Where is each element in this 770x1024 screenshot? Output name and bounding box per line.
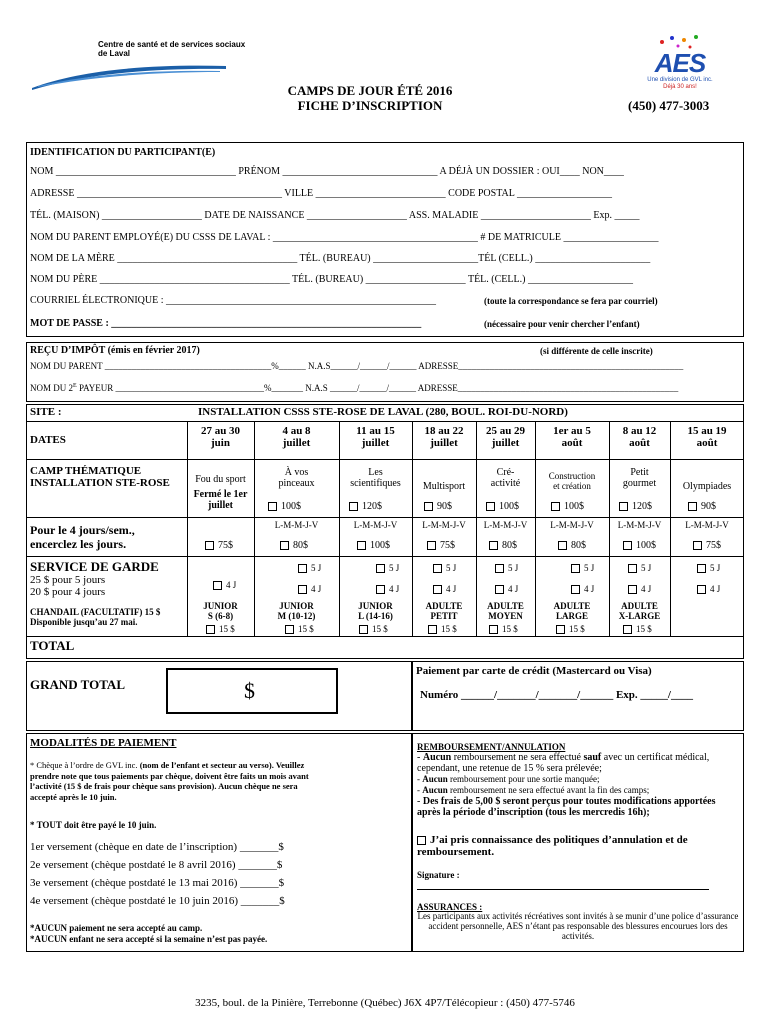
theme-price-checkbox[interactable]: 90$	[424, 501, 452, 512]
theme-price-checkbox[interactable]: 100$	[551, 501, 584, 512]
week-price-checkbox[interactable]: 100$	[357, 540, 390, 551]
days-selector[interactable]: L-M-M-J-V	[550, 520, 594, 530]
mere-line[interactable]: NOM DE LA MÈRE ____________________________________ TÉL. (BUREAU) _____________________TÉL (CELL.) _______________________	[30, 253, 651, 264]
garde-4j-checkbox[interactable]: 4 J	[628, 584, 651, 594]
signature-label: Signature :	[417, 870, 460, 880]
aes-logo-caption2: Déjà 30 ans!	[663, 84, 697, 90]
tout-paye-note: * TOUT doit être payé le 10 juin.	[30, 820, 157, 830]
days-selector[interactable]: L-M-M-J-V	[483, 520, 528, 530]
aes-logo	[640, 32, 720, 94]
garde-5j-checkbox[interactable]: 5 J	[571, 563, 594, 573]
week-price-checkbox[interactable]: 75$	[693, 540, 721, 551]
week-price-checkbox[interactable]: 80$	[489, 540, 517, 551]
garde-line2: 20 $ pour 4 jours	[30, 586, 106, 598]
org-name-line1: Centre de santé et de services sociaux	[98, 40, 246, 49]
theme-cell: Petit gourmet	[622, 467, 657, 489]
size-checkbox[interactable]: 15 $	[556, 624, 585, 634]
size-option[interactable]: JUNIOR S (6-8)	[203, 601, 238, 621]
week-price-checkbox[interactable]: 75$	[427, 540, 455, 551]
nom-line[interactable]: NOM ____________________________________ PRÉNOM _______________________________ A DÉJÀ UN DOSSIER : OUI____ NON____	[30, 166, 624, 177]
credit-card-number[interactable]: Numéro ______/_______/_______/______ Exp. _____/____	[420, 689, 693, 701]
remboursement-item: - Aucun remboursement ne sera effectué sauf avec un certificat médical, cependant, une retenue de 15 % sera prélevée;	[417, 752, 710, 774]
aes-logo-caption1: Une division de GVL inc.	[647, 77, 713, 83]
chandail-line1: CHANDAIL (FACULTATIF) 15 $	[30, 607, 161, 617]
impot-payeur2-b: PAYEUR _________________________________%_______ N.A.S ______/______/______ ADRESSE_________________________________________________	[76, 383, 679, 393]
week-price-checkbox[interactable]: 80$	[558, 540, 586, 551]
impot-payeur2-sup: E	[73, 383, 77, 389]
garde-5j-checkbox[interactable]: 5 J	[298, 563, 321, 573]
week-header: 15 au 19 août	[687, 425, 727, 449]
impot-parent-line[interactable]: NOM DU PARENT _____________________________________%______ N.A.S______/______/______ ADRESSE__________________________________________________	[30, 361, 684, 371]
garde-line1: 25 $ pour 5 jours	[30, 574, 106, 586]
garde-4j-checkbox[interactable]: 4 J	[571, 584, 594, 594]
motdepasse-line[interactable]: MOT DE PASSE : ______________________________________________________________	[30, 318, 422, 329]
signature-line[interactable]	[417, 889, 709, 890]
impot-payeur2-a: NOM DU 2	[30, 383, 74, 393]
garde-4j-checkbox[interactable]: 4 J	[697, 584, 720, 594]
aucun-paiement-note: *AUCUN paiement ne sera accepté au camp.	[30, 923, 203, 933]
impot-payeur2-line[interactable]	[30, 383, 678, 393]
size-checkbox[interactable]: 15 $	[428, 624, 457, 634]
week-header: 11 au 15 juillet	[356, 425, 395, 449]
cheque-instructions-a: * Chèque à l’ordre de GVL inc.	[30, 760, 138, 770]
total-label: TOTAL	[30, 638, 75, 653]
grand-total-currency: $	[244, 678, 255, 703]
courriel-line[interactable]: COURRIEL ÉLECTRONIQUE : ______________________________________________________	[30, 295, 437, 306]
size-option[interactable]: ADULTE MOYEN	[487, 601, 524, 621]
pere-line[interactable]: NOM DU PÈRE ______________________________________ TÉL. (BUREAU) ____________________ TÉL. (CELL.) _____________________	[30, 274, 633, 285]
modalites-title: MODALITÉS DE PAIEMENT	[30, 737, 177, 749]
phone-number: (450) 477-3003	[628, 98, 710, 113]
grand-total-field[interactable]	[166, 668, 338, 714]
week-header: 8 au 12 août	[622, 425, 657, 449]
size-option[interactable]: JUNIOR L (14-16)	[358, 601, 393, 621]
remboursement-item: - Des frais de 5,00 $ seront perçus pour toutes modifications apportées après la période d’inscription (tous les mercredis 16h);	[417, 796, 716, 818]
org-name-line2: de Laval	[98, 49, 131, 58]
week4-label: Pour le 4 jours/sem., encerclez les jours.	[30, 523, 135, 551]
versement-line[interactable]: 4e versement (chèque postdaté le 10 juin 2016) _______$	[30, 895, 285, 907]
remboursement-item: - Aucun remboursement ne sera effectué avant la fin des camps;	[417, 785, 650, 795]
cheque-instructions-b: (nom de l’enfant et secteur au verso). Veuillez prendre note que tous paiements par chèque, doivent être faits un mois avant l’activité (15 $ de frais pour chèque sans provision). Aucun chèque ne sera accepté après le 10 juin.	[30, 760, 309, 802]
size-checkbox[interactable]: 15 $	[206, 624, 235, 634]
versement-line[interactable]: 3e versement (chèque postdaté le 13 mai 2016) _______$	[30, 877, 285, 889]
size-option[interactable]: JUNIOR M (10-12)	[277, 601, 316, 621]
size-checkbox[interactable]: 15 $	[359, 624, 388, 634]
week-price-checkbox[interactable]: 75$	[205, 540, 233, 551]
site-value: INSTALLATION CSSS STE-ROSE DE LAVAL (280, BOUL. ROI-DU-NORD)	[198, 406, 568, 418]
week-header: 4 au 8 juillet	[282, 425, 311, 449]
adresse-line[interactable]: ADRESSE _________________________________________ VILLE __________________________ CODE POSTAL ___________________	[30, 188, 612, 199]
garde-4j-checkbox[interactable]: 4 J	[298, 584, 321, 594]
assurances-text: Les participants aux activités récréatives sont invités à se munir d’une police d’assurance accident personnelle, AES n’étant pas responsable des blessures encourues lors des activités.	[417, 911, 739, 941]
remboursement-title: REMBOURSEMENT/ANNULATION	[417, 742, 566, 752]
garde-5j-checkbox[interactable]: 5 J	[433, 563, 456, 573]
dates-label: DATES	[30, 434, 66, 446]
theme-price-checkbox[interactable]: 90$	[688, 501, 716, 512]
size-checkbox[interactable]: 15 $	[489, 624, 518, 634]
swoosh-graphic	[30, 56, 230, 90]
garde-5j-checkbox[interactable]: 5 J	[495, 563, 518, 573]
size-option[interactable]: ADULTE PETIT	[425, 601, 463, 621]
theme-price-checkbox[interactable]: 120$	[349, 501, 382, 512]
week-price-checkbox[interactable]: 100$	[623, 540, 656, 551]
cheque-instructions	[30, 760, 320, 802]
days-selector[interactable]: L-M-M-J-V	[422, 520, 466, 530]
garde-title: SERVICE DE GARDE	[30, 559, 159, 574]
size-option[interactable]: ADULTE LARGE	[553, 601, 591, 621]
theme-cell: À vos pinceaux	[278, 467, 315, 489]
size-checkbox[interactable]: 15 $	[623, 624, 652, 634]
days-selector[interactable]: L-M-M-J-V	[685, 520, 729, 530]
theme-price-checkbox[interactable]: 120$	[619, 501, 652, 512]
theme-cell: Les scientifiques	[350, 467, 401, 489]
credit-card-title: Paiement par carte de crédit (Mastercard ou Visa)	[416, 665, 652, 677]
impot-note: (si différente de celle inscrite)	[540, 346, 653, 356]
garde-5j-checkbox[interactable]: 5 J	[628, 563, 651, 573]
size-checkbox[interactable]: 15 $	[285, 624, 314, 634]
footer-address: 3235, boul. de la Pinière, Terrebonne (Québec) J6X 4P7/Télécopieur : (450) 477-5746	[195, 997, 575, 1009]
theme-price-checkbox[interactable]: 100$	[486, 501, 519, 512]
week-header: 1er au 5 août	[553, 425, 591, 449]
versement-line[interactable]: 1er versement (chèque en date de l’inscription) _______$	[30, 841, 284, 853]
parent-employe-line[interactable]: NOM DU PARENT EMPLOYÉ(E) DU CSSS DE LAVAL : _________________________________________ # DE MATRICULE ___________________	[30, 232, 659, 243]
theme-cell: Fou du sport Fermé le 1er juillet	[193, 474, 248, 511]
participant-section-title: IDENTIFICATION DU PARTICIPANT(E)	[30, 147, 216, 158]
days-selector[interactable]: L-M-M-J-V	[353, 520, 398, 530]
days-selector[interactable]: L-M-M-J-V	[274, 520, 319, 530]
remboursement-item: - Aucun remboursement pour une sortie manquée;	[417, 774, 600, 784]
camp-thematique-label: CAMP THÉMATIQUE INSTALLATION STE-ROSE	[30, 465, 170, 489]
theme-cell: Olympiades	[682, 481, 732, 492]
doc-title-line2: FICHE D’INSCRIPTION	[297, 98, 443, 113]
garde-4j-checkbox[interactable]: 4 J	[433, 584, 456, 594]
theme-cell: Cré- activité	[490, 467, 521, 489]
assurances-title: ASSURANCES :	[417, 902, 483, 912]
size-option[interactable]: ADULTE X-LARGE	[618, 601, 661, 621]
theme-price-checkbox[interactable]: 100$	[268, 501, 301, 512]
week-header: 18 au 22 juillet	[424, 425, 464, 449]
aucun-enfant-note: *AUCUN enfant ne sera accepté si la semaine n’est pas payée.	[30, 934, 268, 944]
impot-title: REÇU D’IMPÔT (émis en février 2017)	[30, 345, 200, 356]
courriel-note: (toute la correspondance se fera par courriel)	[484, 296, 658, 306]
week-header: 27 au 30 juin	[200, 425, 241, 449]
tel-line[interactable]: TÉL. (MAISON) ____________________ DATE DE NAISSANCE ____________________ ASS. MALADIE ______________________ Exp. _____	[30, 210, 640, 221]
garde-5j-checkbox[interactable]: 5 J	[697, 563, 720, 573]
garde-5j-checkbox[interactable]: 5 J	[376, 563, 399, 573]
week-header: 25 au 29 juillet	[485, 425, 526, 449]
theme-cell: Construction et création	[548, 471, 596, 491]
theme-cell: Multisport	[422, 481, 466, 492]
days-selector[interactable]: L-M-M-J-V	[617, 520, 662, 530]
site-label: SITE :	[30, 406, 62, 418]
garde-4j-checkbox[interactable]: 4 J	[376, 584, 399, 594]
politique-checkbox[interactable]: J’ai pris connaissance des politiques d’annulation et de remboursement.	[417, 834, 688, 858]
remboursement-list	[417, 752, 739, 818]
grand-total-label: GRAND TOTAL	[30, 677, 125, 692]
garde-4j-checkbox[interactable]: 4 J	[495, 584, 518, 594]
motdepasse-note: (nécessaire pour venir chercher l’enfant)	[484, 319, 640, 329]
week-price-checkbox[interactable]: 80$	[280, 540, 308, 551]
doc-title-line1: CAMPS DE JOUR ÉTÉ 2016	[287, 83, 453, 98]
aes-logo-text: AES	[654, 48, 706, 78]
garde-4j-checkbox[interactable]: 4 J	[213, 580, 236, 590]
versement-line[interactable]: 2e versement (chèque postdaté le 8 avril 2016) _______$	[30, 859, 283, 871]
chandail-line2: Disponible jusqu’au 27 mai.	[30, 617, 138, 627]
csss-logo	[30, 38, 246, 88]
